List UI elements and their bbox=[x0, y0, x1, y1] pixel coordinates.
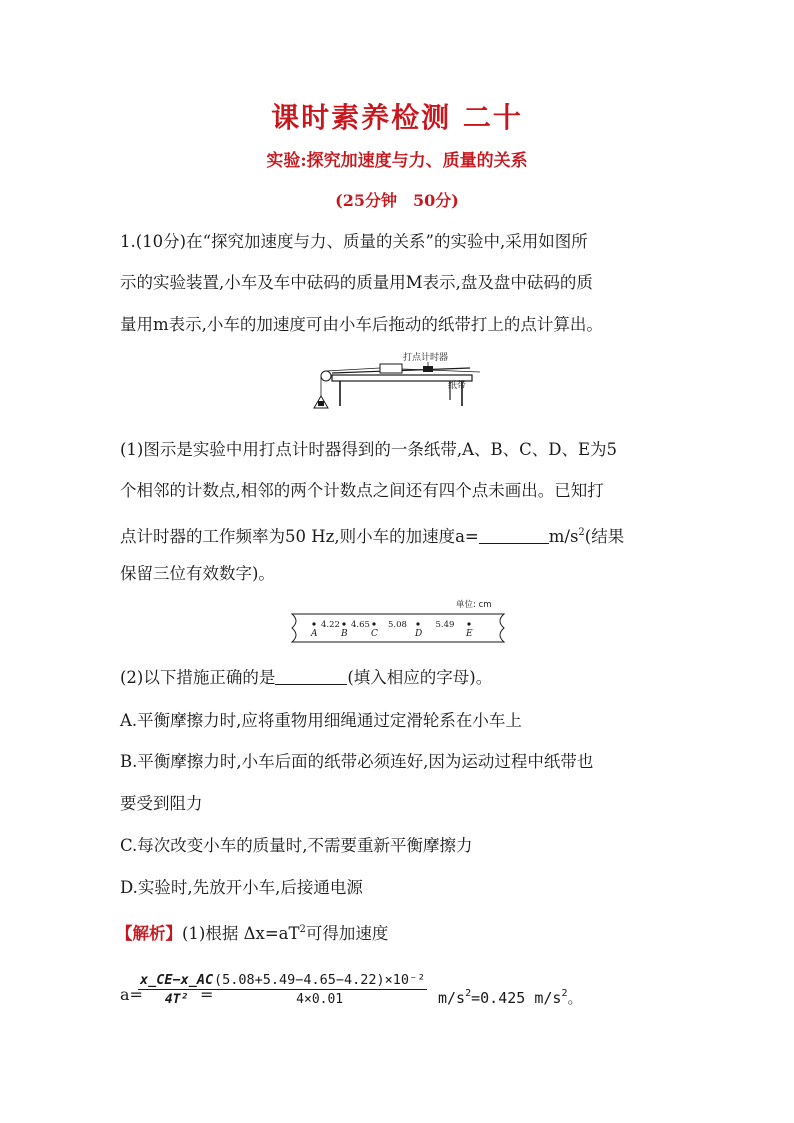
p1-line-4: 保留三位有效数字)。 bbox=[120, 564, 275, 583]
p1-line-3 bbox=[120, 521, 680, 549]
weight-mass bbox=[318, 401, 324, 406]
option-d: D.实验时,先放开小车,后接通电源 bbox=[120, 878, 363, 897]
solution-text-tail: 可得加速度 bbox=[305, 924, 389, 943]
option-b: B.平衡摩擦力时,小车后面的纸带必须连好,因为运动过程中纸带也 bbox=[120, 752, 594, 771]
p1-line-3-text: 点计时器的工作频率为50 Hz,则小车的加速度a= bbox=[120, 527, 479, 546]
apparatus-figure bbox=[310, 348, 485, 414]
tape-point-d: D bbox=[415, 629, 423, 639]
solution-formula bbox=[120, 968, 680, 1018]
tape-label: 纸带 bbox=[448, 381, 467, 391]
tape-value: 5.49 bbox=[435, 620, 455, 630]
page-subtitle: 实验:探究加速度与力、质量的关系 bbox=[266, 151, 528, 171]
solution-text: (1)根据 Δx=aT bbox=[182, 924, 300, 943]
p2-stem bbox=[120, 666, 680, 690]
cart bbox=[380, 364, 402, 373]
solution-line bbox=[116, 918, 676, 946]
result-exp-2: 2 bbox=[561, 988, 568, 999]
result-end: 。 bbox=[567, 989, 583, 1007]
tape-point-e: E bbox=[466, 629, 473, 639]
tape-value: 4.65 bbox=[351, 620, 370, 630]
tape-unit: 单位: cm bbox=[456, 600, 492, 610]
tape-dot-a bbox=[312, 622, 315, 625]
q1-line-3: 量用m表示,小车的加速度可由小车后拖动的纸带打上的点计算出。 bbox=[120, 315, 603, 334]
q1-line-1: 1.(10分)在“探究加速度与力、质量的关系”的实验中,采用如图所 bbox=[120, 232, 588, 251]
fraction-2-numerator: (5.08+5.49−4.65−4.22)×10⁻² bbox=[214, 972, 426, 988]
option-b-cont: 要受到阻力 bbox=[120, 794, 203, 813]
unit-exponent: 2 bbox=[578, 527, 585, 538]
tape-dot-c bbox=[372, 622, 375, 625]
option-a: A.平衡摩擦力时,应将重物用细绳通过定滑轮系在小车上 bbox=[120, 711, 522, 730]
time-score: (25分钟 50分) bbox=[335, 191, 459, 210]
timer bbox=[423, 366, 433, 372]
answer-blank-1[interactable] bbox=[479, 527, 549, 544]
formula-result bbox=[438, 987, 582, 1008]
fraction-1-numerator: x_CE−x_AC bbox=[140, 972, 214, 988]
fraction-2 bbox=[212, 972, 427, 1007]
tape-dot-b bbox=[342, 622, 345, 625]
tape-figure bbox=[284, 596, 512, 648]
tape-point-c: C bbox=[371, 629, 378, 639]
p1-line-1: (1)图示是实验中用打点计时器得到的一条纸带,A、B、C、D、E为5 bbox=[120, 440, 618, 459]
tape-point-a: A bbox=[311, 629, 318, 639]
timer-label: 打点计时器 bbox=[403, 353, 449, 363]
p1-line-3-tail: (结果 bbox=[584, 527, 625, 546]
solution-exponent: 2 bbox=[299, 924, 306, 935]
result-unit: m/s bbox=[438, 989, 466, 1007]
string bbox=[326, 368, 380, 371]
page-title: 课时素养检测 二十 bbox=[271, 101, 523, 134]
tape-value: 4.22 bbox=[321, 620, 340, 630]
unit-text: m/s bbox=[548, 527, 579, 546]
option-c: C.每次改变小车的质量时,不需要重新平衡摩擦力 bbox=[120, 836, 473, 855]
formula-equals: = bbox=[200, 985, 214, 1004]
fraction-2-denominator: 4×0.01 bbox=[296, 992, 344, 1007]
tape-dot-d bbox=[416, 622, 419, 625]
tape-point-b: B bbox=[341, 629, 348, 639]
answer-blank-2[interactable] bbox=[275, 668, 347, 685]
result-value: =0.425 m/s bbox=[471, 989, 562, 1007]
solution-tag: 【解析】 bbox=[116, 924, 182, 943]
tape-value: 5.08 bbox=[388, 620, 407, 630]
pulley bbox=[321, 371, 331, 381]
fraction-1-denominator: 4T² bbox=[164, 992, 189, 1007]
result-exp-1: 2 bbox=[465, 988, 472, 999]
q1-line-2: 示的实验装置,小车及车中砝码的质量用M表示,盘及盘中砝码的质 bbox=[120, 273, 593, 292]
p1-line-2: 个相邻的计数点,相邻的两个计数点之间还有四个点未画出。已知打 bbox=[120, 481, 604, 500]
p2-stem-text: (2)以下措施正确的是 bbox=[120, 668, 276, 687]
formula-lhs: a= bbox=[120, 985, 143, 1004]
p2-stem-tail: (填入相应的字母)。 bbox=[347, 668, 493, 687]
tape-dot-e bbox=[467, 622, 470, 625]
